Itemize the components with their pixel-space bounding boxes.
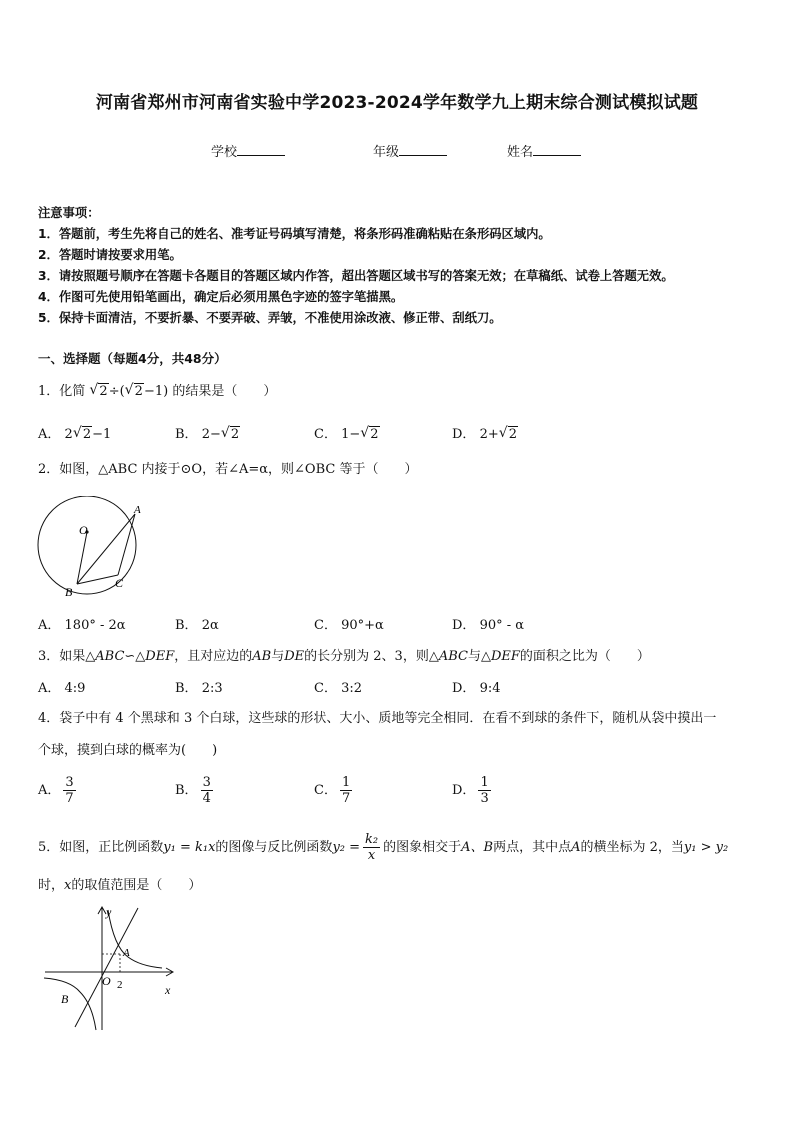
question-5-line-2: 时，x的取值范围是（ ） bbox=[38, 878, 202, 893]
question-4-line-1: 4．袋子中有 4 个黑球和 3 个白球，这些球的形状、大小、质地等完全相同．在看不到球的条件下，随机从袋中摸出一 bbox=[38, 711, 717, 726]
q1-option-b-sqrt: √ 2 bbox=[221, 427, 240, 442]
q1-option-c[interactable]: C． 1−√ 2 bbox=[314, 423, 380, 442]
q1-option-b[interactable]: B． 2−√ 2 bbox=[175, 423, 240, 442]
question-2: 2．如图，△ABC 内接于⊙O，若∠A=α，则∠OBC 等于（ ） bbox=[38, 462, 418, 477]
question-3: 3．如果△ABC∽△DEF，且对应边的AB与DE的长分别为 2、3，则△ABC与△DEF的面积之比为（ ） bbox=[38, 649, 650, 664]
question-4-line-2: 个球，摸到白球的概率为( ) bbox=[38, 743, 218, 758]
q2-label-c: C bbox=[115, 576, 124, 590]
q4-option-c[interactable]: C． $\frac{1}{7}$ bbox=[314, 775, 351, 806]
q5-label-o: O bbox=[102, 974, 111, 988]
q1-option-d[interactable]: D． 2+√ 2 bbox=[452, 423, 518, 442]
q1-mid: ÷( bbox=[108, 384, 125, 399]
q3-option-c[interactable]: C． 3:2 bbox=[314, 681, 363, 696]
q2-option-b[interactable]: B． 2α bbox=[175, 618, 219, 633]
note-item: 4．作图可先使用铅笔画出，确定后必须用黑色字迹的签字笔描黑。 bbox=[38, 290, 404, 304]
q2-segment-ac bbox=[118, 514, 135, 575]
note-item: 5．保持卡面清洁，不要折暴、不要弄破、弄皱，不准使用涂改液、修正带、刮纸刀。 bbox=[38, 311, 502, 325]
q5-graph-figure bbox=[40, 902, 185, 1034]
q5-label-2: 2 bbox=[117, 979, 123, 991]
q1-option-d-sqrt: √ 2 bbox=[499, 427, 518, 442]
q4-option-a[interactable]: A． $\frac{3}{7}$ bbox=[38, 775, 74, 806]
q1-prefix: 1．化简 bbox=[38, 384, 86, 399]
q5-label-b: B bbox=[61, 992, 69, 1006]
q5-label-x: x bbox=[165, 983, 171, 997]
note-item: 2．答题时请按要求用笔。 bbox=[38, 248, 182, 262]
q2-option-c[interactable]: C． 90°+α bbox=[314, 618, 384, 633]
q3-option-d[interactable]: D． 9:4 bbox=[452, 681, 501, 696]
name-field bbox=[507, 141, 581, 160]
q2-label-b: B bbox=[65, 585, 73, 599]
q4-option-d[interactable]: D． $\frac{1}{3}$ bbox=[452, 775, 489, 806]
grade-label: 年级 bbox=[373, 145, 400, 160]
q2-segment-ob bbox=[77, 532, 87, 584]
q4-option-b[interactable]: B． $\frac{3}{4}$ bbox=[175, 775, 211, 806]
school-blank bbox=[237, 143, 285, 156]
q3-option-a[interactable]: A． 4:9 bbox=[38, 681, 86, 696]
q2-option-a[interactable]: A． 180° - 2α bbox=[38, 618, 126, 633]
q5-label-a: A bbox=[123, 947, 130, 959]
page-title: 河南省郑州市河南省实验中学2023-2024学年数学九上期末综合测试模拟试题 bbox=[95, 93, 699, 113]
note-item: 3．请按照题号顺序在答题卡各题目的答题区域内作答，超出答题区域书写的答案无效；在草稿纸、试卷上答题无效。 bbox=[38, 269, 674, 283]
q1-sqrt-a: √ 2 bbox=[89, 384, 108, 399]
q1-option-a[interactable]: A． 2√ 2−1 bbox=[38, 423, 111, 442]
note-item: 1．答题前，考生先将自己的姓名、准考证号码填写清楚，将条形码准确粘贴在条形码区域内。 bbox=[38, 227, 551, 241]
q4-option-c-fraction: $\frac{1}{7}$ bbox=[341, 775, 351, 806]
notes-heading: 注意事项： bbox=[38, 206, 100, 220]
grade-blank bbox=[399, 143, 447, 156]
grade-field bbox=[373, 141, 447, 160]
q1-sqrt-b: √ 2 bbox=[125, 384, 144, 399]
school-field bbox=[211, 141, 285, 160]
q3-option-b[interactable]: B． 2:3 bbox=[175, 681, 223, 696]
q5-hyperbola-branch-1 bbox=[108, 910, 162, 968]
q4-option-d-fraction: $\frac{1}{3}$ bbox=[480, 775, 489, 806]
section-heading: 一、选择题（每题4分，共48分） bbox=[38, 351, 227, 366]
q4-option-a-fraction: $\frac{3}{7}$ bbox=[65, 775, 74, 806]
q5-fraction: $\frac{\text{k₂}}{x}$ bbox=[365, 832, 379, 863]
q5-label-y: y bbox=[106, 905, 112, 919]
q2-option-d[interactable]: D． 90° - α bbox=[452, 618, 525, 633]
q5-line-y1 bbox=[75, 908, 138, 1027]
q5-hyperbola-branch-2 bbox=[44, 978, 96, 1030]
question-1 bbox=[38, 380, 276, 399]
q2-circle-figure bbox=[36, 496, 146, 600]
notes-block bbox=[38, 203, 674, 329]
school-label: 学校 bbox=[211, 145, 238, 160]
q2-label-a: A bbox=[134, 504, 141, 516]
q1-option-c-sqrt: √ 2 bbox=[360, 427, 379, 442]
name-label: 姓名 bbox=[507, 145, 534, 160]
question-5-line-1: 5．如图，正比例函数y₁ = k₁x的图像与反比例函数y₂ = $\frac{\text{k₂}}{x}$ 的图象相交于A、B两点，其中点A的横坐标为 2，当y₁ > y₂ bbox=[38, 832, 729, 863]
q2-label-o: O bbox=[79, 523, 88, 537]
q4-option-b-fraction: $\frac{3}{4}$ bbox=[202, 775, 211, 806]
q3-similar: △ABC∽△DEF bbox=[85, 649, 175, 664]
name-blank bbox=[533, 143, 581, 156]
q1-option-a-sqrt: √ 2 bbox=[73, 427, 92, 442]
q1-tail: −1) 的结果是（ ） bbox=[143, 384, 277, 399]
